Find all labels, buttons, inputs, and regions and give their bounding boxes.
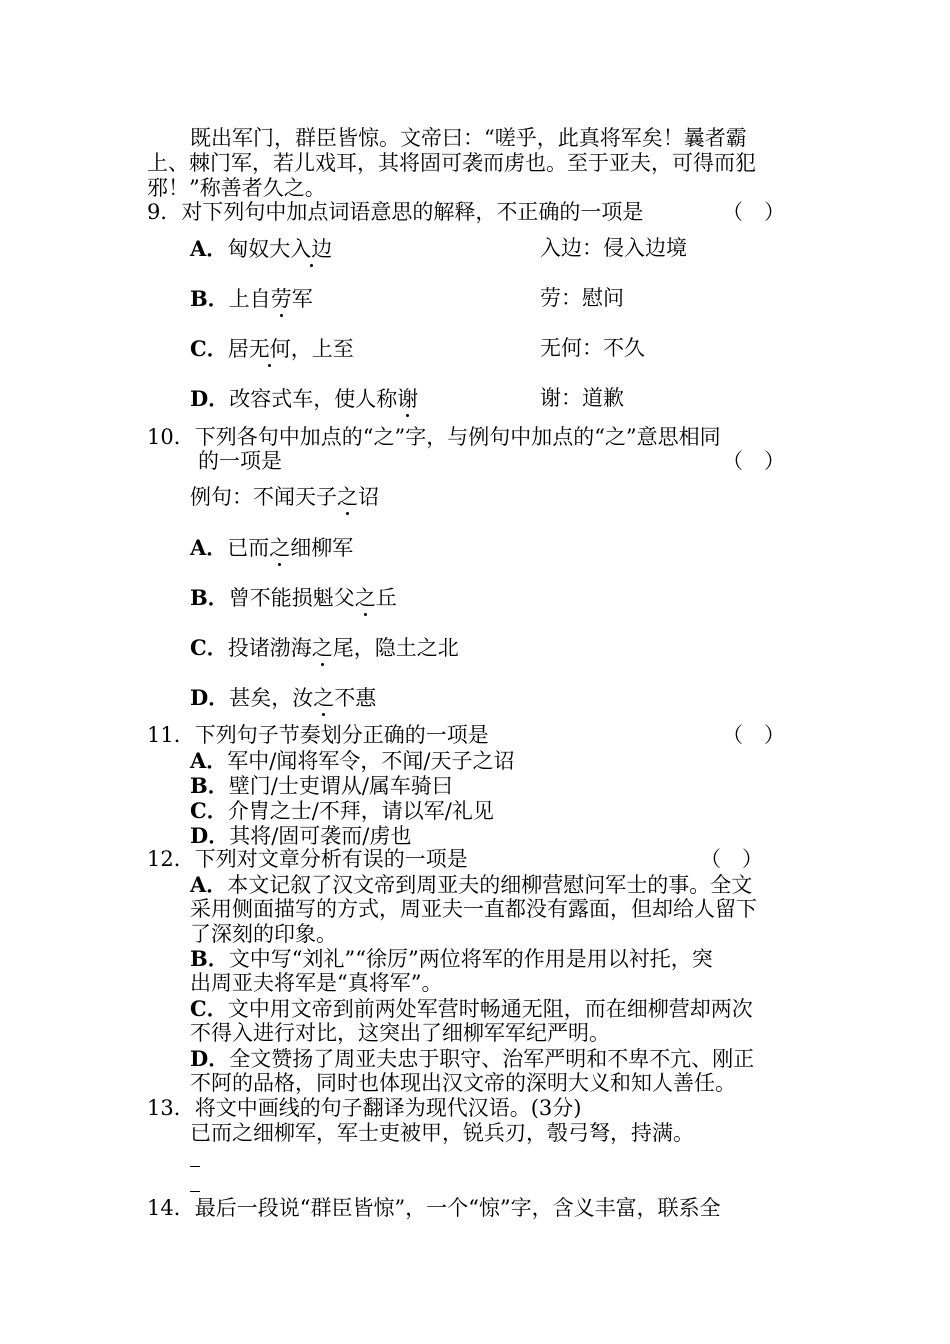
q11-stem: 11．下列句子节奏划分正确的一项是 [147,723,489,747]
q9-option-d [190,386,418,412]
q10-example [190,485,379,510]
q9-option-b [190,286,313,312]
option-text: 尾，隐土之北 [332,636,459,660]
q11-option-a [190,748,514,774]
option-letter: D． [190,685,230,710]
option-letter: A． [190,236,228,261]
q12-option-d-line-1 [190,1046,754,1072]
answer-blank-line [190,1191,200,1192]
q14-stem: 14．最后一段说“群臣皆惊”，一个“惊”字，含义丰富，联系全 [147,1196,721,1220]
q11-option-b [190,773,453,799]
option-text: 改容式车，使人称 [229,387,398,411]
q9-option-a [190,236,332,262]
q10-stem: 10．下列各句中加点的“之”字，与例句中加点的“之”意思相同 [147,425,721,449]
option-text: 文中写“刘礼”“徐厉”两位将军的作用是用以衬托，突 [228,947,713,971]
option-text: 已而 [227,536,270,560]
q12-answer-paren: （ ） [700,847,763,871]
q11-option-d [190,823,411,849]
option-text: 军 [291,287,313,311]
option-text: 不惠 [334,686,377,710]
q11-answer-paren: （ ） [722,723,785,747]
passage-line-2: 上、棘门军，若儿戏耳，其将固可袭而虏也。至于亚夫，可得而犯 [147,151,756,175]
dotted-word: 之 [311,636,333,660]
option-letter: D． [190,386,230,411]
option-letter: D． [190,1046,230,1071]
passage-line-1: 既出军门，群臣皆惊。文帝曰：“嗟乎，此真将军矣！曩者霸 [190,126,747,150]
q12-option-b-line-2: 出周亚夫将军是“真将军”。 [190,971,443,995]
dotted-word: 之 [269,536,291,560]
q9-gloss-a: 入边：侵入边境 [540,236,687,260]
q9-stem: 9．对下列句中加点词语意思的解释，不正确的一项是 [147,200,644,224]
option-letter: A． [190,872,228,897]
dotted-word: 之 [337,485,358,509]
option-letter: D． [190,823,230,848]
option-letter: C． [190,635,228,660]
option-letter: C． [190,996,228,1021]
option-text: 其将/固可袭而/虏也 [229,824,412,848]
option-letter: C． [190,336,228,361]
q12-option-b-line-1 [190,946,713,972]
q12-option-d-line-2: 不阿的品格，同时也体现出汉文帝的深明大义和知人善任。 [190,1071,736,1095]
passage-line-3: 邪！”称善者久之。 [147,176,326,200]
option-letter: A． [190,535,228,560]
option-letter: B． [190,585,229,610]
q13-stem: 13．将文中画线的句子翻译为现代汉语。(3分) [147,1096,582,1120]
q12-option-c-line-2: 不得入进行对比，这突出了细柳军军纪严明。 [190,1021,610,1045]
q11-option-c [190,798,494,824]
dotted-word: 入边 [290,237,333,261]
option-letter: A． [190,748,228,773]
option-text: 军中/闻将军令，不闻/天子之诏 [227,749,515,773]
q10-option-b [190,585,397,611]
option-text: 曾不能损魁父 [228,586,355,610]
dotted-word: 无何 [248,337,291,361]
option-letter: B． [190,286,229,311]
option-text: 匈奴大 [227,237,291,261]
q12-option-a-line-1 [190,872,752,898]
option-letter: B． [190,946,229,971]
example-text: 诏 [358,485,379,509]
option-text: ，上至 [290,337,354,361]
q12-option-a-line-3: 了深刻的印象。 [190,922,337,946]
option-text: 全文赞扬了周亚夫忠于职守、治军严明和不卑不亢、刚正 [229,1047,755,1071]
answer-blank-line [190,1166,200,1167]
option-text: 本文记叙了汉文帝到周亚夫的细柳营慰问军士的事。全文 [227,873,753,897]
dotted-word: 之 [313,686,335,710]
q12-option-a-line-2: 采用侧面描写的方式，周亚夫一直都没有露面，但却给人留下 [190,897,757,921]
option-text: 甚矣，汝 [229,686,314,710]
q12-stem: 12．下列对文章分析有误的一项是 [147,847,468,871]
q9-gloss-b: 劳：慰问 [540,286,624,310]
example-text: 例句：不闻天子 [190,485,337,509]
option-letter: B． [190,773,229,798]
dotted-word: 劳 [270,287,292,311]
q9-answer-paren: （ ） [722,200,785,224]
q10-answer-paren: （ ） [722,449,785,473]
option-text: 居 [227,337,249,361]
option-text: 壁门/士吏谓从/属车骑曰 [228,774,453,798]
q9-gloss-c: 无何：不久 [540,336,645,360]
option-text: 文中用文帝到前两处军营时畅通无阻，而在细柳营却两次 [227,997,753,1021]
q10-option-a [190,535,353,561]
option-text: 丘 [375,586,397,610]
q10-stem-cont: 的一项是 [198,449,282,473]
option-text: 介胄之士/不拜，请以军/礼见 [227,799,494,823]
option-text: 投诸渤海 [227,636,312,660]
q12-option-c-line-1 [190,996,753,1022]
dotted-word: 谢 [397,387,419,411]
option-text: 上自 [228,287,271,311]
q13-sentence: 已而之细柳军，军士吏被甲，锐兵刃，彀弓弩，持满。 [190,1121,694,1145]
q10-option-d [190,685,376,711]
option-text: 细柳军 [290,536,354,560]
q10-option-c [190,635,459,661]
dotted-word: 之 [354,586,376,610]
q9-option-c [190,336,354,362]
q9-gloss-d: 谢：道歉 [540,386,624,410]
option-letter: C． [190,798,228,823]
